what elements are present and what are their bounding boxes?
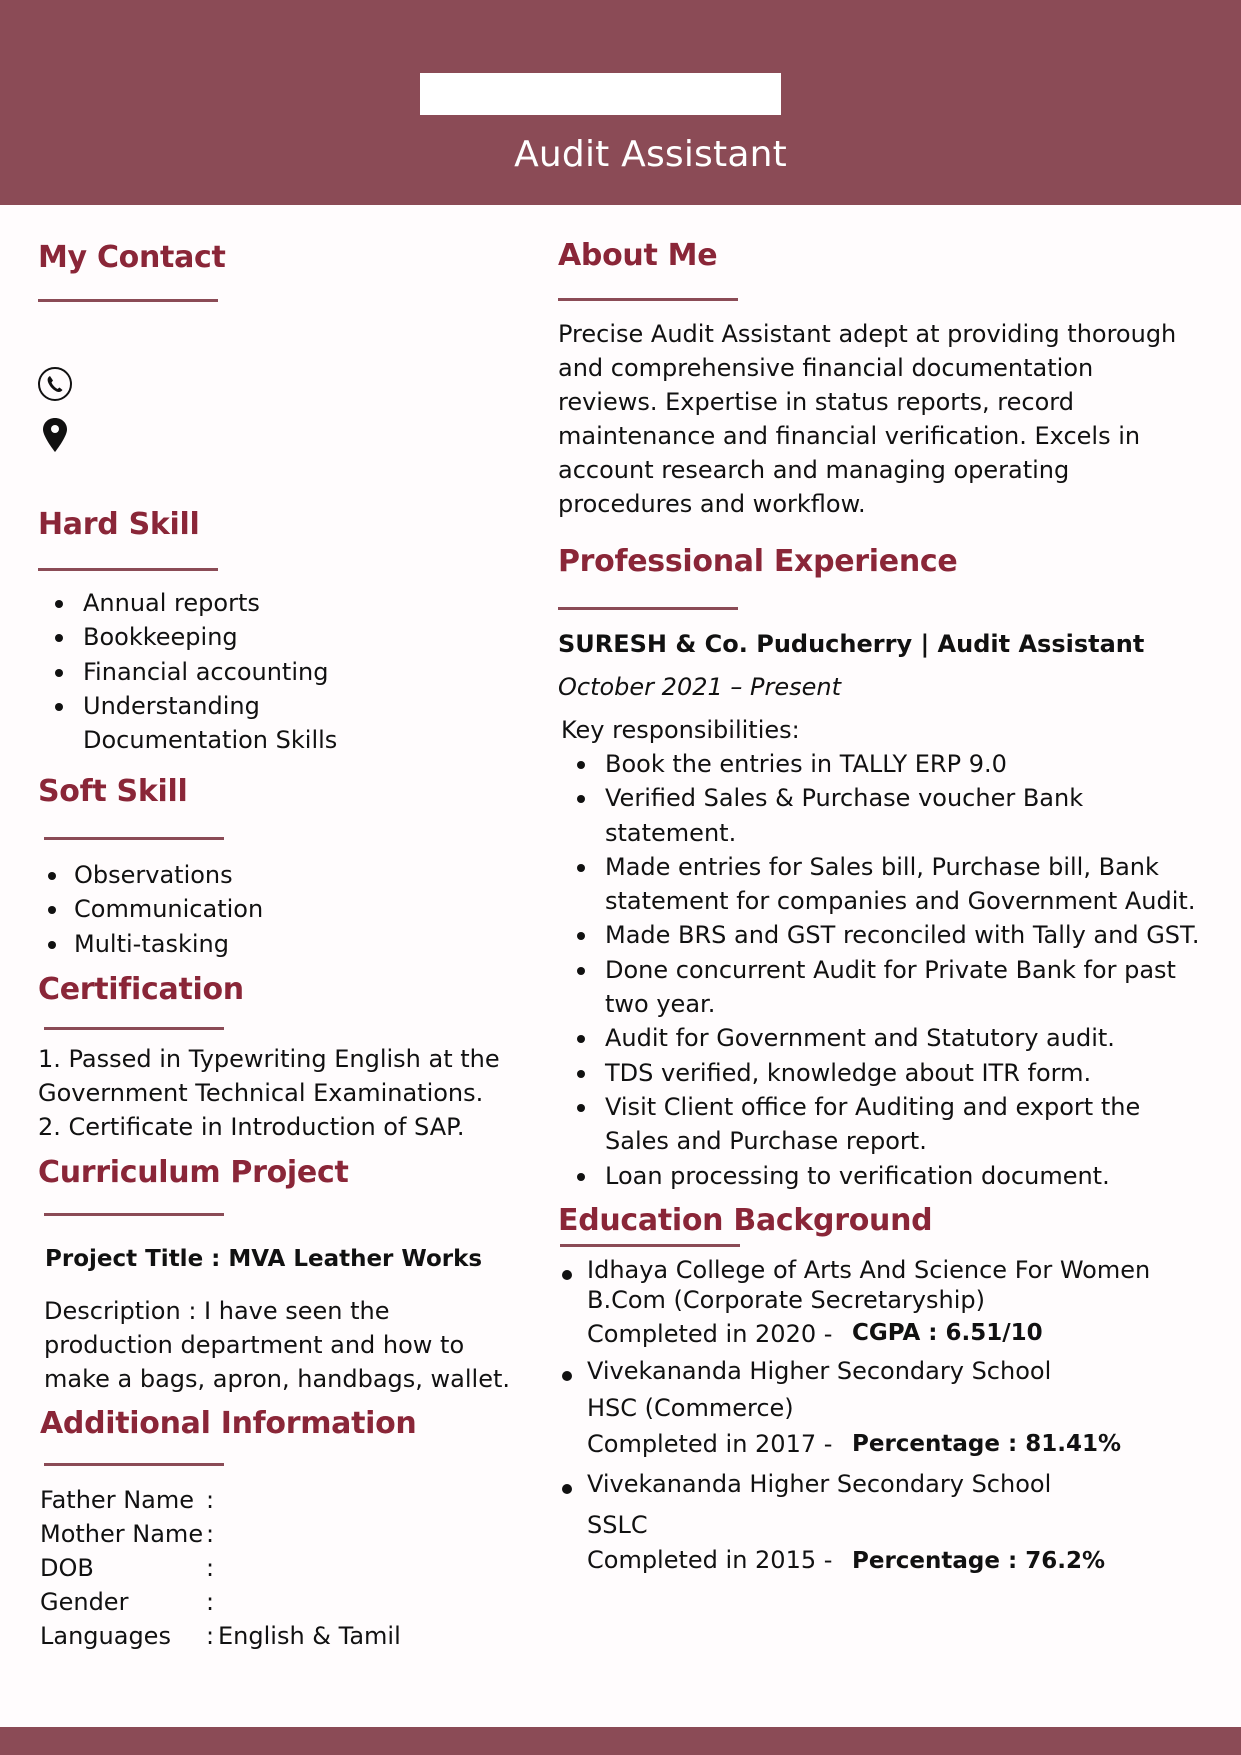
about-line: and comprehensive financial documentation <box>558 354 1094 382</box>
section-title-certification: Certification <box>38 972 244 1007</box>
section-title-contact: My Contact <box>38 240 226 275</box>
list-item: Understanding Documentation Skills <box>38 689 368 758</box>
section-divider <box>558 607 738 610</box>
section-title-education-background: Education Background <box>558 1203 933 1238</box>
company-and-role: SURESH & Co. Puducherry | Audit Assistant <box>558 630 1145 658</box>
score: Percentage : 81.41% <box>852 1431 1121 1457</box>
list-item: Observations <box>38 858 478 892</box>
completion-year: Completed in 2017 - <box>587 1430 833 1458</box>
soft-skill-list <box>38 858 478 961</box>
resume-footer-bar <box>0 1727 1241 1755</box>
bullet-icon <box>562 1371 572 1381</box>
score: CGPA : 6.51/10 <box>852 1320 1043 1346</box>
degree: HSC (Commerce) <box>587 1394 794 1422</box>
school-name: Vivekananda Higher Secondary School <box>587 1470 1052 1498</box>
candidate-name-redacted <box>420 73 781 115</box>
responsibilities-label: Key responsibilities: <box>561 716 800 744</box>
section-title-soft-skill: Soft Skill <box>38 774 188 809</box>
list-item: Annual reports <box>38 586 478 620</box>
list-item: Made BRS and GST reconciled with Tally and GST. <box>560 918 1228 952</box>
section-divider <box>560 1244 740 1247</box>
certification-line: Government Technical Examinations. <box>38 1079 484 1107</box>
info-label: Gender <box>40 1588 129 1616</box>
location-pin-icon <box>42 417 68 458</box>
section-title-additional-information: Additional Information <box>40 1406 417 1441</box>
school-name: Vivekananda Higher Secondary School <box>587 1357 1052 1385</box>
list-item: Communication <box>38 892 478 926</box>
degree: B.Com (Corporate Secretaryship) <box>587 1286 985 1314</box>
list-item: TDS verified, knowledge about ITR form. <box>560 1056 1228 1090</box>
hard-skill-list <box>38 586 478 757</box>
info-label: Mother Name <box>40 1520 204 1548</box>
employment-period: October 2021 – Present <box>558 673 842 701</box>
section-divider <box>44 1213 224 1216</box>
certification-line: 1. Passed in Typewriting English at the <box>38 1045 500 1073</box>
project-description-line: production department and how to <box>44 1331 465 1359</box>
list-item: Audit for Government and Statutory audit. <box>560 1021 1228 1055</box>
section-divider <box>44 837 224 840</box>
responsibilities-list <box>560 747 1228 1193</box>
about-line: account research and managing operating <box>558 456 1070 484</box>
project-description-line: make a bags, apron, handbags, wallet. <box>44 1365 511 1393</box>
degree: SSLC <box>587 1511 648 1539</box>
project-title: Project Title : MVA Leather Works <box>45 1246 483 1272</box>
school-name: Idhaya College of Arts And Science For Women <box>587 1256 1151 1284</box>
section-divider <box>44 1027 224 1030</box>
info-label: Languages <box>40 1622 171 1650</box>
list-item: Book the entries in TALLY ERP 9.0 <box>560 747 1228 781</box>
certification-line: 2. Certificate in Introduction of SAP. <box>38 1113 465 1141</box>
bullet-icon <box>562 1484 572 1494</box>
info-colon: : <box>206 1520 215 1548</box>
list-item: Loan processing to verification document. <box>560 1159 1228 1193</box>
list-item: Visit Client office for Auditing and export the Sales and Purchase report. <box>560 1090 1180 1159</box>
info-value: English & Tamil <box>218 1622 401 1650</box>
section-divider <box>44 1463 224 1466</box>
about-line: procedures and workflow. <box>558 490 866 518</box>
list-item: Multi-tasking <box>38 927 478 961</box>
section-title-hard-skill: Hard Skill <box>38 507 200 542</box>
info-label: Father Name <box>40 1486 194 1514</box>
project-description-line: Description : I have seen the <box>44 1297 390 1325</box>
completion-year: Completed in 2015 - <box>587 1546 833 1574</box>
info-colon: : <box>206 1622 215 1650</box>
list-item: Financial accounting <box>38 655 478 689</box>
list-item: Made entries for Sales bill, Purchase bill, Bank statement for companies and Government Audit. <box>560 850 1228 919</box>
job-title: Audit Assistant <box>514 134 787 175</box>
section-title-about-me: About Me <box>558 238 718 273</box>
about-line: maintenance and financial verification. Excels in <box>558 422 1141 450</box>
bullet-icon <box>562 1270 572 1280</box>
score: Percentage : 76.2% <box>852 1548 1105 1574</box>
list-item: Verified Sales & Purchase voucher Bank statement. <box>560 781 1120 850</box>
phone-icon <box>37 366 73 407</box>
section-divider <box>558 298 738 301</box>
completion-year: Completed in 2020 - <box>587 1320 833 1348</box>
section-divider <box>38 299 218 302</box>
section-title-curriculum-project: Curriculum Project <box>38 1155 349 1190</box>
info-colon: : <box>206 1588 215 1616</box>
section-divider <box>38 568 218 571</box>
list-item: Bookkeeping <box>38 620 478 654</box>
info-label: DOB <box>40 1554 94 1582</box>
about-line: reviews. Expertise in status reports, record <box>558 388 1074 416</box>
info-colon: : <box>206 1486 215 1514</box>
info-colon: : <box>206 1554 215 1582</box>
list-item: Done concurrent Audit for Private Bank for past two year. <box>560 953 1190 1022</box>
resume-header <box>0 0 1241 205</box>
section-title-professional-experience: Professional Experience <box>558 544 958 579</box>
about-line: Precise Audit Assistant adept at providing thorough <box>558 320 1177 348</box>
